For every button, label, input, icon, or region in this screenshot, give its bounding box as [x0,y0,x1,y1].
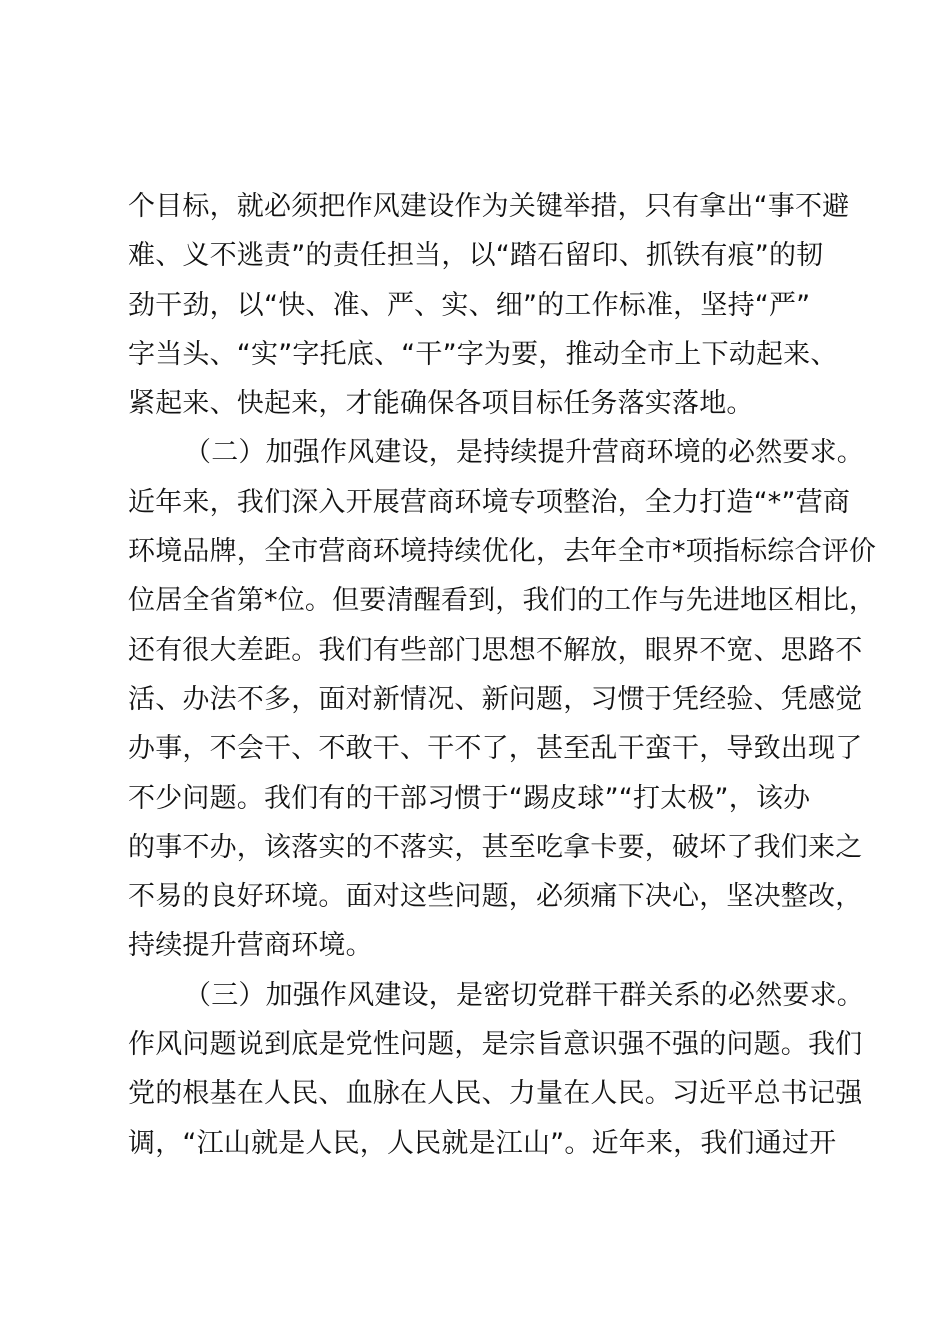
text-line: 持续提升营商环境。 [128,930,373,962]
text-line: 环境品牌，全市营商环境持续优化，去年全市*项指标综合评价 [128,536,877,568]
text-line: 的事不办，该落实的不落实，甚至吃拿卡要，破坏了我们来之 [128,831,863,863]
text-line: 紧起来、快起来，才能确保各项目标任务落实落地。 [128,388,754,420]
text-line: 个目标，就必须把作风建设作为关键举措，只有拿出“事不避 [128,191,850,222]
text-line: 调，“江山就是人民，人民就是江山”。近年来，我们通过开 [128,1127,837,1159]
text-line: 活、办法不多，面对新情况、新问题，习惯于凭经验、凭感觉 [128,683,863,715]
text-line: 劲干劲，以“快、准、严、实、细”的工作标准，坚持“严” [128,289,811,321]
text-line: 不易的良好环境。面对这些问题，必须痛下决心，坚决整改， [128,881,863,913]
text-line: 难、义不逃责”的责任担当，以“踏石留印、抓铁有痕”的韧 [128,240,824,272]
section-heading: （三）加强作风建设，是密切党群干群关系的必然要求。 [184,979,864,1011]
text-line: 近年来，我们深入开展营商环境专项整治，全力打造“*”营商 [128,486,851,518]
text-line: 党的根基在人民、血脉在人民、力量在人民。习近平总书记强 [128,1078,863,1110]
text-line: 不少问题。我们有的干部习惯于“踢皮球”“打太极”，该办 [128,782,811,814]
text-line: 还有很大差距。我们有些部门思想不解放，眼界不宽、思路不 [128,634,863,666]
text-line: 位居全省第*位。但要清醒看到，我们的工作与先进地区相比， [128,585,877,617]
text-line: 办事，不会干、不敢干、干不了，甚至乱干蛮干，导致出现了 [128,733,863,765]
body-text [128,182,877,1168]
text-line: 字当头、“实”字托底、“干”字为要，推动全市上下动起来、 [128,338,838,370]
section-heading: （二）加强作风建设，是持续提升营商环境的必然要求。 [184,437,864,469]
text-line: 作风问题说到底是党性问题，是宗旨意识强不强的问题。我们 [128,1029,863,1061]
